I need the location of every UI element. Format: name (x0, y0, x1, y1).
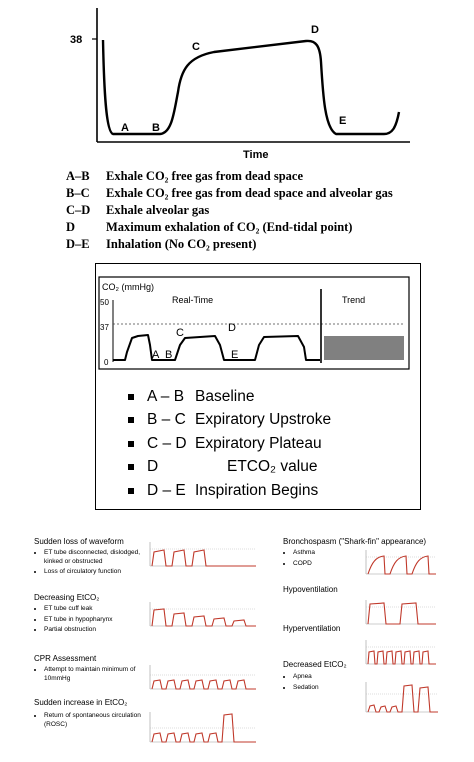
mini-waveform-increase (150, 712, 256, 742)
list-item: • Partial obstruction (44, 626, 158, 635)
wave-trace (152, 550, 256, 566)
panel-title-decreasing-etco2: Decreasing EtCO₂ (34, 593, 100, 602)
phase-bullet-text: Expiratory Plateau (195, 434, 322, 452)
point-label-a: A (121, 122, 129, 134)
monitor-point-b: B (165, 349, 173, 361)
legend-text: Exhale alveolar gas (106, 203, 210, 217)
monitor-y-title: CO₂ (mmHg) (102, 282, 154, 292)
legend-text: Inhalation (No CO₂ present) (106, 237, 257, 251)
pattern-waveforms (0, 520, 474, 762)
monitor-point-a: A (152, 349, 160, 361)
list-item: • Apnea (293, 673, 373, 682)
mini-waveform-hypoventilation (366, 600, 436, 624)
legend-key: A–B (66, 169, 90, 183)
phase-bullet-key: B – C (147, 411, 186, 429)
wave-trace (152, 680, 256, 689)
wave-trace (368, 651, 436, 664)
phase-bullet-text: Inspiration Begins (195, 481, 319, 499)
point-label-c: C (192, 41, 200, 53)
list-item: • Asthma (293, 549, 373, 558)
point-label-b: B (152, 122, 160, 134)
monitor-waveform (113, 335, 320, 360)
list-item: • ET tube cuff leak (44, 605, 158, 614)
monitor-point-c: C (176, 327, 184, 339)
panel-title-bronchospasm: Bronchospasm ("Shark-fin" appearance) (283, 537, 427, 546)
x-axis-label: Time (243, 149, 269, 161)
legend-text: Exhale CO₂ free gas from dead space and alveolar gas (106, 186, 393, 200)
phase-bullet-text: Baseline (195, 387, 255, 405)
panel-title-hyperventilation: Hyperventilation (283, 624, 341, 633)
list-item: • Sedation (293, 684, 373, 693)
phase-bullet-key: A – B (147, 387, 185, 405)
wave-trace (368, 685, 438, 712)
panel-title-loss-of-waveform: Sudden loss of waveform (34, 537, 124, 546)
phase-bullet (128, 409, 331, 433)
point-label-e: E (339, 115, 347, 127)
monitor-tick-37: 37 (100, 323, 109, 332)
list-item: • Attempt to maintain minimum of 10mmHg (44, 666, 154, 683)
phase-bullet-list (128, 385, 331, 503)
y-tick-label: 38 (70, 34, 83, 46)
phase-bullet (128, 456, 331, 480)
legend-key: D–E (66, 237, 90, 251)
realtime-label: Real-Time (172, 295, 214, 305)
phase-bullet-text: ETCO₂ value (227, 458, 318, 476)
phase-bullet-key: D – E (147, 481, 186, 499)
legend-key: D (66, 220, 76, 234)
list-item: • ET tube in hypopharynx (44, 616, 158, 625)
panel-title-hypoventilation: Hypoventilation (283, 585, 338, 594)
monitor-tick-50: 50 (100, 298, 109, 307)
monitor-tick-0: 0 (104, 358, 109, 367)
phase-bullet-key: D (147, 458, 159, 476)
list-item: • Loss of circulatory function (44, 568, 158, 577)
mini-waveform-decreasing (150, 602, 256, 626)
legend-key: B–C (66, 186, 90, 200)
legend-key: C–D (66, 203, 91, 217)
point-label-d: D (311, 24, 319, 36)
mini-waveform-loss (150, 542, 256, 566)
phase-bullet (128, 432, 331, 456)
mini-waveform-decreased (366, 682, 438, 712)
mini-waveform-cpr (150, 665, 256, 689)
trend-label: Trend (342, 295, 366, 305)
mini-waveform-bronchospasm (366, 550, 436, 574)
list-item: • COPD (293, 560, 373, 569)
panel-title-cpr-assessment: CPR Assessment (34, 654, 97, 663)
legend-text: Maximum exhalation of CO₂ (End-tidal point) (106, 220, 353, 234)
monitor-point-e: E (231, 349, 239, 361)
phase-bullet-key: C – D (147, 434, 187, 452)
legend-text: Exhale CO₂ free gas from dead space (106, 169, 304, 183)
list-item: • Return of spontaneous circulation (ROSC) (44, 712, 154, 729)
wave-trace (152, 609, 256, 626)
mini-waveform-hyperventilation (366, 640, 436, 664)
panel-title-sudden-increase: Sudden increase in EtCO₂ (34, 698, 128, 707)
panel-title-decreased-etco2: Decreased EtCO₂ (283, 660, 347, 669)
phase-bullet (128, 385, 331, 409)
wave-trace (368, 556, 436, 574)
trend-bars (325, 336, 403, 360)
wave-trace (368, 603, 436, 624)
phase-bullet (128, 479, 331, 503)
list-item: • ET tube disconnected, dislodged, kinked or obstructed (44, 549, 158, 566)
phase-bullet-text: Expiratory Upstroke (195, 411, 332, 429)
monitor-point-d: D (228, 322, 236, 334)
